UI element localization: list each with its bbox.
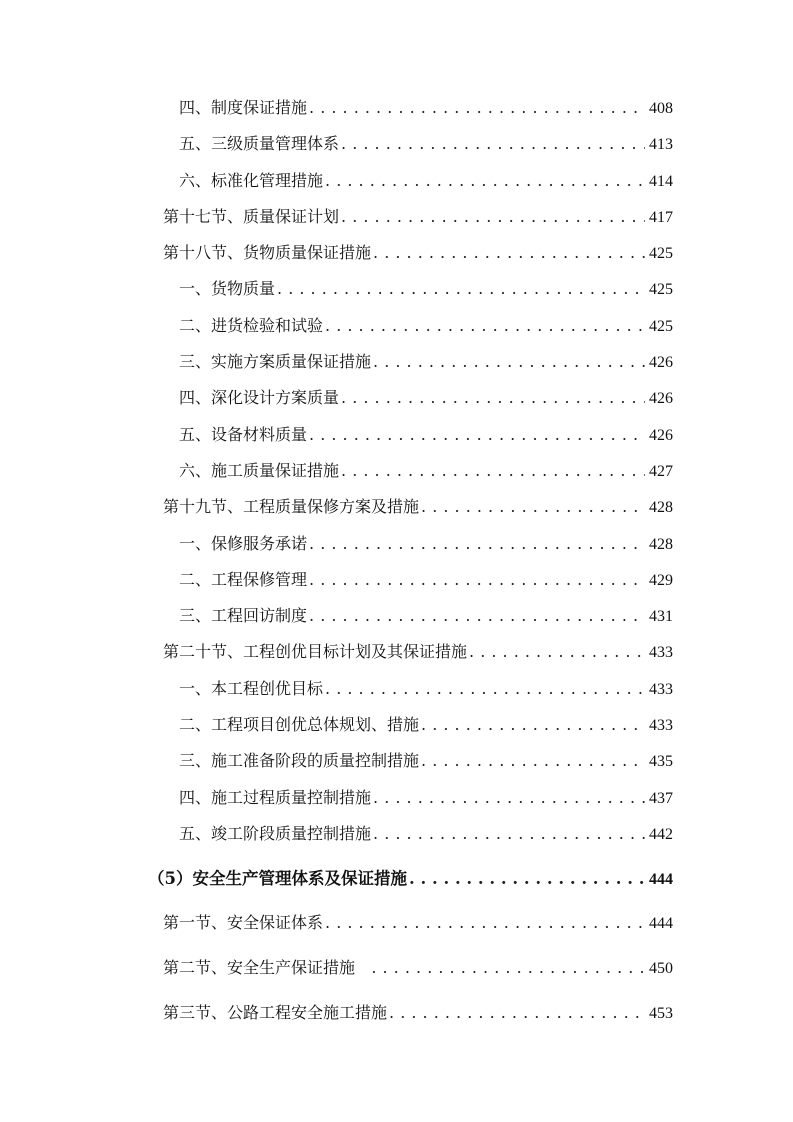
toc-entry-title: 六、施工质量保证措施	[179, 461, 340, 480]
toc-entry-page: 408	[649, 100, 673, 117]
toc-entry[interactable]	[179, 279, 673, 300]
toc-entry-title: 第二十节、工程创优目标计划及其保证措施	[163, 642, 468, 661]
dot-leader	[373, 243, 645, 263]
toc-entry[interactable]	[163, 1003, 673, 1024]
dot-leader	[409, 869, 645, 889]
toc-entry-title: 第十九节、工程质量保修方案及措施	[163, 497, 420, 516]
toc-entry-page: 426	[649, 427, 673, 444]
toc-entry[interactable]	[179, 606, 673, 627]
toc-entry[interactable]	[163, 243, 673, 264]
toc-entry-title: 六、标准化管理措施	[179, 171, 324, 190]
toc-entry-title: 二、工程项目创优总体规划、措施	[179, 715, 420, 734]
toc-entry-page: 433	[649, 644, 673, 661]
toc-entry-page: 428	[649, 536, 673, 553]
toc-entry-page: 425	[649, 245, 673, 262]
dot-leader	[325, 316, 645, 336]
toc-entry-page: 444	[649, 871, 673, 888]
toc-entry[interactable]	[163, 207, 673, 228]
toc-entry-title: 五、设备材料质量	[179, 425, 308, 444]
toc-entry[interactable]	[163, 913, 673, 934]
toc-entry-page: 425	[649, 318, 673, 335]
dot-leader	[341, 388, 645, 408]
toc-entry-title: 第二节、安全生产保证措施	[163, 958, 356, 977]
toc-entry[interactable]	[179, 134, 673, 155]
dot-leader	[373, 788, 645, 808]
toc-chapter-entry[interactable]	[148, 869, 673, 890]
toc-entry-page: 431	[649, 608, 673, 625]
toc-entry[interactable]	[179, 316, 673, 337]
toc-entry-page: 433	[649, 717, 673, 734]
toc-entry-page: 437	[649, 790, 673, 807]
toc-entry[interactable]	[179, 824, 673, 845]
toc-entry-title: 三、工程回访制度	[179, 606, 308, 625]
toc-entry-title: 五、竣工阶段质量控制措施	[179, 824, 372, 843]
toc-entry-page: 453	[649, 1005, 673, 1022]
toc-entry-page: 425	[649, 281, 673, 298]
toc-entry-page: 442	[649, 826, 673, 843]
toc-entry-page: 427	[649, 463, 673, 480]
dot-leader	[421, 751, 645, 771]
toc-entry-title: 三、实施方案质量保证措施	[179, 352, 372, 371]
toc-entry-title: 第十八节、货物质量保证措施	[163, 243, 372, 262]
dot-leader	[421, 715, 645, 735]
toc-entry-title: 第三节、公路工程安全施工措施	[163, 1003, 388, 1022]
toc-entry[interactable]	[179, 715, 673, 736]
toc-entry-page: 417	[649, 209, 673, 226]
toc-entry[interactable]	[179, 751, 673, 772]
dot-leader	[469, 642, 645, 662]
toc-entry-page: 429	[649, 572, 673, 589]
toc-entry-page: 435	[649, 753, 673, 770]
dot-leader	[341, 207, 645, 227]
toc-entry[interactable]	[179, 570, 673, 591]
toc-entry-page: 414	[649, 173, 673, 190]
dot-leader	[325, 171, 645, 191]
toc-entry-title: 四、深化设计方案质量	[179, 388, 340, 407]
toc-entry-page: 433	[649, 681, 673, 698]
toc-entry-title: 一、本工程创优目标	[179, 679, 324, 698]
toc-entry-title: 四、施工过程质量控制措施	[179, 788, 372, 807]
dot-leader	[371, 958, 645, 978]
dot-leader	[309, 98, 645, 118]
toc-entry[interactable]	[179, 788, 673, 809]
toc-entry[interactable]	[179, 352, 673, 373]
toc-entry[interactable]	[179, 388, 673, 409]
toc-entry-title: 二、进货检验和试验	[179, 316, 324, 335]
toc-entry[interactable]	[163, 642, 673, 663]
toc-entry[interactable]	[179, 534, 673, 555]
toc-entry[interactable]	[179, 461, 673, 482]
dot-leader	[309, 425, 645, 445]
toc-entry[interactable]	[163, 497, 673, 518]
dot-leader	[277, 279, 645, 299]
toc-entry-page: 428	[649, 499, 673, 516]
toc-entry-title: 三、施工准备阶段的质量控制措施	[179, 751, 420, 770]
dot-leader	[309, 534, 645, 554]
toc-entry[interactable]	[179, 98, 673, 119]
dot-leader	[309, 570, 645, 590]
toc-entry-title: 五、三级质量管理体系	[179, 134, 340, 153]
dot-leader	[325, 913, 645, 933]
dot-leader	[373, 352, 645, 372]
dot-leader	[309, 606, 645, 626]
toc-entry-title: 二、工程保修管理	[179, 570, 308, 589]
toc-entry[interactable]	[179, 171, 673, 192]
dot-leader	[341, 461, 645, 481]
toc-entry-title: 一、货物质量	[179, 279, 276, 298]
toc-entry-page: 444	[649, 915, 673, 932]
dot-leader	[389, 1003, 645, 1023]
toc-entry[interactable]	[163, 958, 673, 979]
toc-entry-page: 426	[649, 354, 673, 371]
toc-entry-title: （5）安全生产管理体系及保证措施	[148, 869, 407, 888]
dot-leader	[373, 824, 645, 844]
toc-entry-page: 426	[649, 390, 673, 407]
toc-entry-page: 450	[649, 960, 673, 977]
dot-leader	[325, 679, 645, 699]
toc-entry-title: 第一节、安全保证体系	[163, 913, 324, 932]
toc-entry[interactable]	[179, 679, 673, 700]
dot-leader	[421, 497, 645, 517]
toc-entry-title: 第十七节、质量保证计划	[163, 207, 340, 226]
dot-leader	[341, 134, 645, 154]
toc-entry[interactable]	[179, 425, 673, 446]
toc-entry-page: 413	[649, 136, 673, 153]
toc-entry-title: 四、制度保证措施	[179, 98, 308, 117]
toc-entry-title: 一、保修服务承诺	[179, 534, 308, 553]
